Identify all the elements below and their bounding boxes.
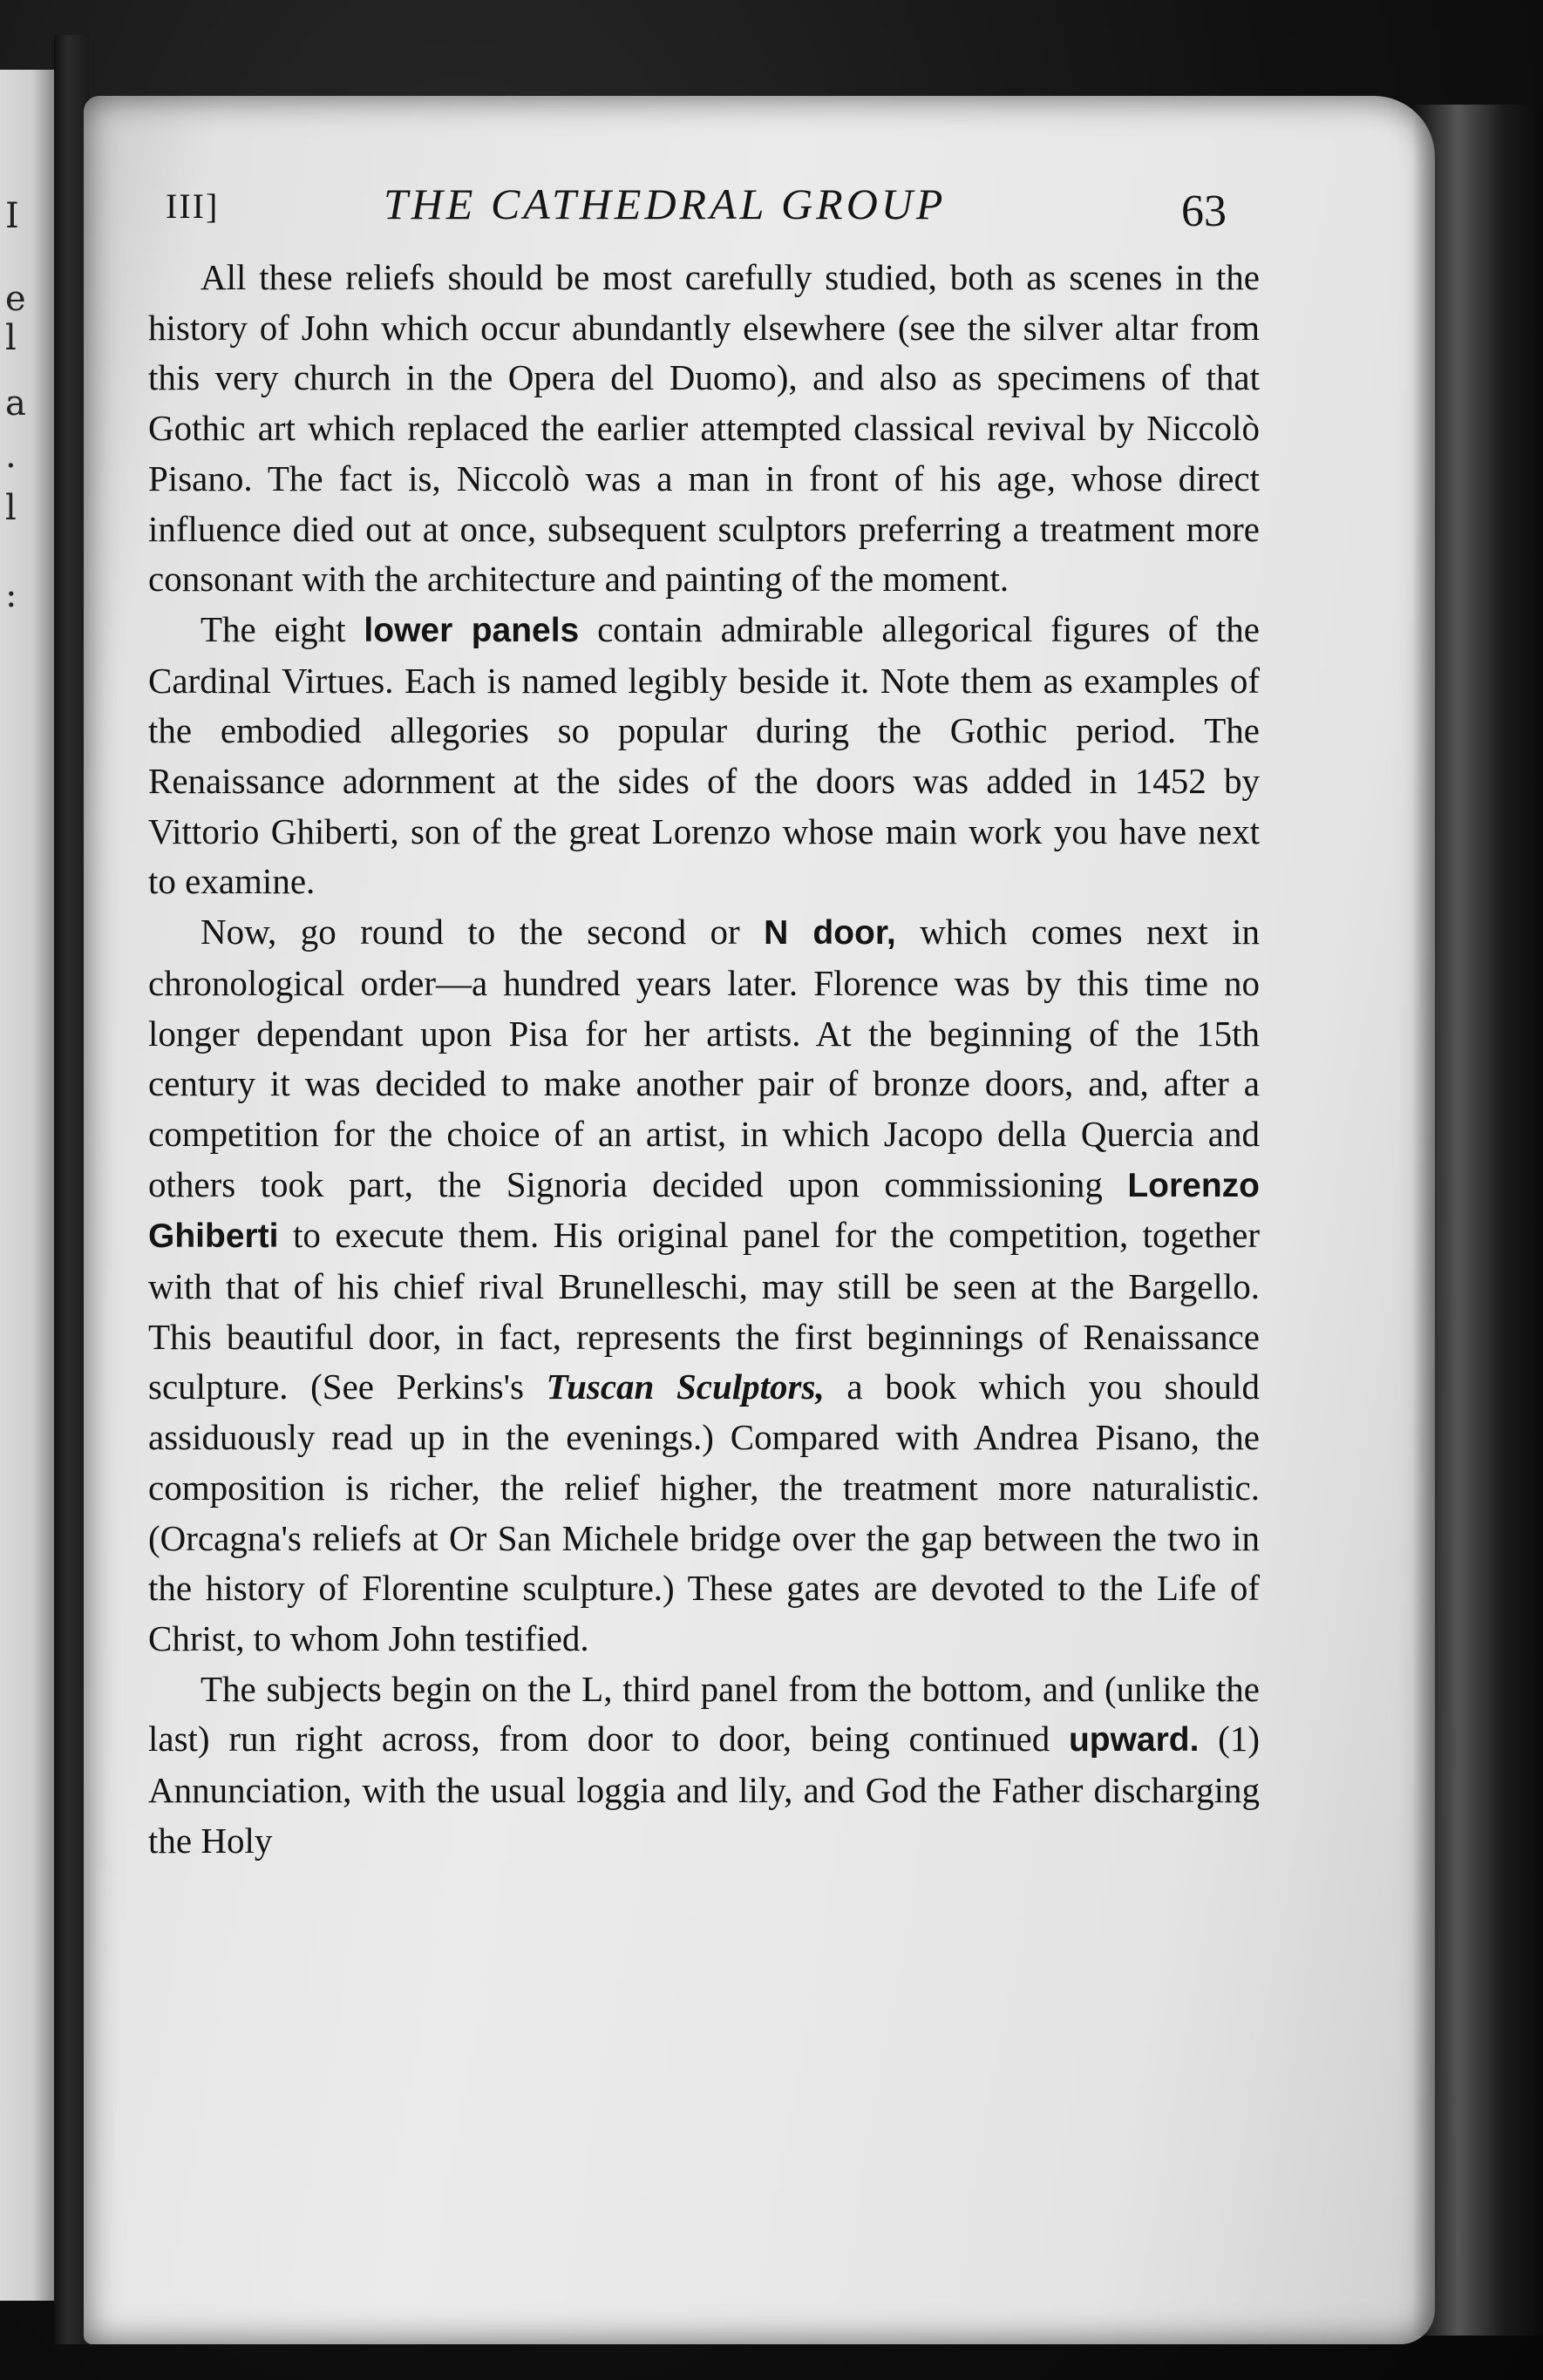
facing-page-letter: l bbox=[5, 318, 17, 358]
emphasis-text: N door, bbox=[764, 914, 896, 953]
emphasis-text: lower panels bbox=[364, 611, 580, 649]
text-run: (1) Annunciation, with the usual loggia and lily, and God the Father discharging the Holy bbox=[148, 1719, 1260, 1861]
text-run: All these reliefs should be most carefully studied, both as scenes in the history of John which occur abundantly elsewhere (see the silver altar from this very church in the Opera del Duomo), and also as specimens of that Gothic art which replaced the earlier attempted classical revival by Niccolò Pisano. The fact is, Niccolò was a man in front of his age, whose direct influence died out at once, subsequent sculptors preferring a treatment more consonant with the architecture and painting of the moment. bbox=[148, 257, 1260, 600]
facing-page-edge bbox=[0, 70, 54, 2301]
paragraph bbox=[148, 907, 1260, 1665]
running-title: THE CATHEDRAL GROUP bbox=[384, 180, 947, 228]
emphasis-text: Tuscan Sculptors, bbox=[546, 1366, 825, 1407]
text-run: which comes next in chronological order—a hundred years later. Florence was by this time no longer dependant upon Pisa for her artists. At the beginning of the 15th century it was decided to make another pair of bronze doors, and, after a competition for the choice of an artist, in which Jacopo della Quercia and others took part, the Signoria decided upon commissioning bbox=[148, 912, 1260, 1204]
paragraph bbox=[148, 253, 1260, 605]
text-run: to execute them. His original panel for the competition, together with that of his chief rival Brunelleschi, may still be seen at the Bargello. This beautiful door, in fact, represents the first beginnings of Renaissance sculpture. (See Perkins's bbox=[148, 1215, 1260, 1407]
facing-page-letter: . bbox=[5, 436, 17, 476]
page-stack-edge bbox=[1412, 105, 1543, 2336]
facing-page-letter: e bbox=[5, 279, 26, 319]
body-text bbox=[148, 253, 1260, 1867]
text-run: The eight bbox=[201, 608, 364, 649]
emphasis-text: upward. bbox=[1068, 1721, 1200, 1760]
facing-page-letter: l bbox=[5, 488, 17, 528]
paragraph bbox=[148, 605, 1260, 907]
facing-page-letter: a bbox=[5, 383, 26, 424]
text-run: contain admirable allegorical figures of the Cardinal Virtues. Each is named legibly beside it. Note them as examples of the embodied allegories so popular during the Gothic period. The Renaissance adornment at the sides of the doors was added in 1452 by Vittorio Ghiberti, son of the great Lorenzo whose main work you have next to examine. bbox=[148, 608, 1260, 902]
page-number: 63 bbox=[1181, 186, 1227, 236]
text-run: Now, go round to the second or bbox=[201, 912, 765, 953]
facing-page-letter: : bbox=[5, 575, 17, 615]
text-run: a book which you should assiduously read up in the evenings.) Compared with Andrea Pisano, the composition is richer, the relief higher, the treatment more naturalistic. (Orcagna's reliefs at Or San Michele bridge over the gap between the two in the history of Florentine sculpture.) These gates are devoted to the Life of Christ, to whom John testified. bbox=[148, 1366, 1260, 1658]
paragraph bbox=[148, 1665, 1260, 1867]
facing-page-letter: I bbox=[5, 196, 19, 236]
running-header bbox=[166, 179, 1299, 240]
text-run: The subjects begin on the L, third panel from the bottom, and (unlike the last) run right across, from door to door, being continued bbox=[148, 1668, 1260, 1760]
chapter-number: III] bbox=[166, 186, 220, 226]
emphasis-text: Lorenzo Ghiberti bbox=[148, 1166, 1260, 1256]
